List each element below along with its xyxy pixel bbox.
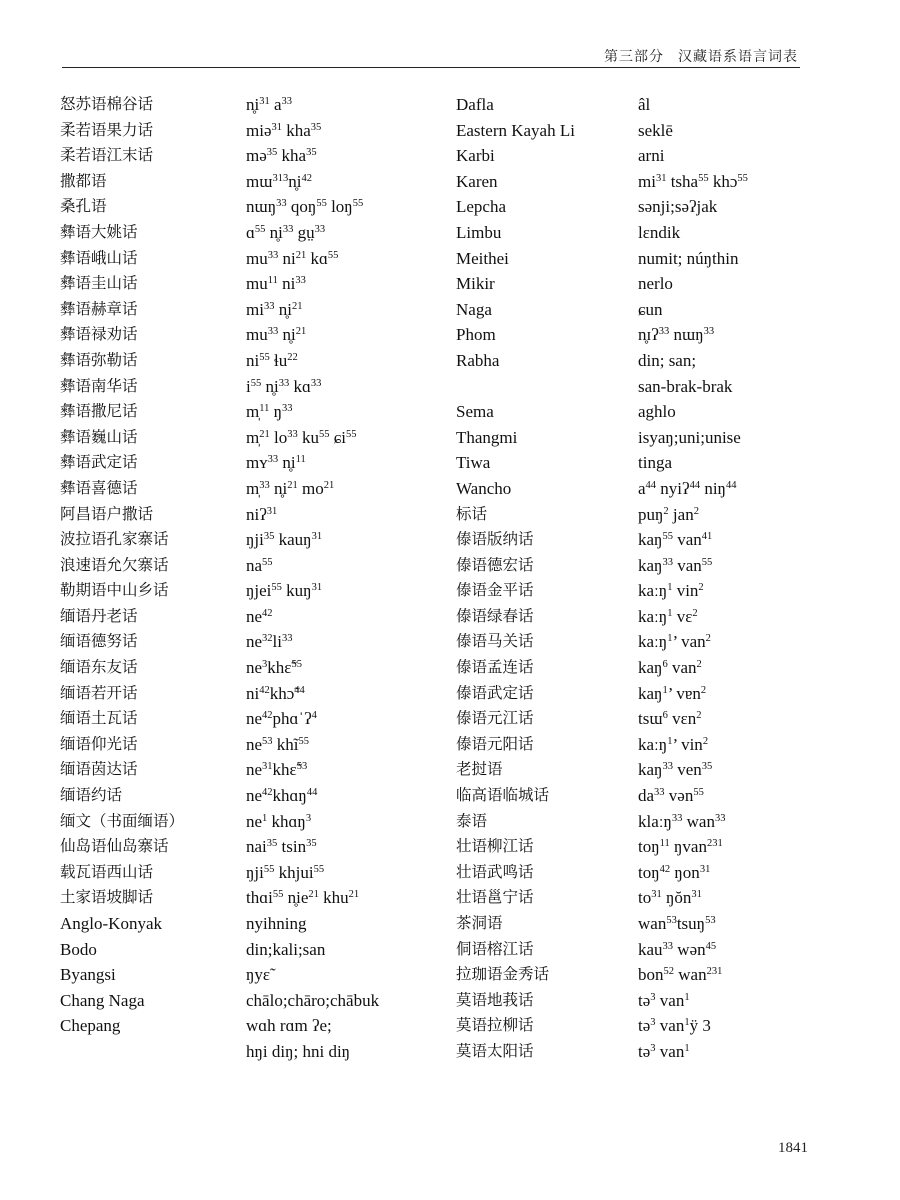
language-name: Rabha: [456, 350, 500, 370]
word-form: arni: [638, 146, 665, 166]
word-form: nerlo: [638, 274, 673, 294]
header-title: 汉藏语系语言词表: [678, 49, 798, 65]
column-2-languages: [456, 92, 575, 1065]
word-form: toŋ$^{42}$ ŋon$^{31}$: [638, 862, 711, 882]
word-form: $mi^{31}$ tsha$^{55}$ khɔ$^{55}$: [638, 171, 748, 191]
word-form: kaŋ$^{55}$ van$^{41}$: [638, 530, 713, 550]
word-form: $ne^{42}$: [246, 606, 273, 626]
word-form: isyaŋ;uni;unise: [638, 427, 741, 447]
column-1-languages: [60, 92, 184, 1065]
language-name: Tiwa: [456, 453, 491, 473]
word-form: din; san;: [638, 350, 697, 370]
word-form: $ni^{55}$ ɬu$^{22}$: [246, 350, 298, 370]
word-form: ɕun: [638, 299, 663, 319]
word-form: toŋ$^{11}$ ŋvan$^{231}$: [638, 837, 723, 857]
language-name: 缅语仰光话: [60, 734, 138, 753]
word-form: wan$^{53}$tsuŋ$^{53}$: [638, 914, 716, 933]
language-name: Karen: [456, 171, 498, 191]
word-form: kaːŋ$^1$ vɛ$^2$: [638, 606, 698, 626]
word-form: miə$^{31}$ kha$^{35}$: [246, 120, 322, 140]
language-name: Karbi: [456, 146, 495, 166]
column-2-forms: [638, 92, 748, 1065]
language-name: 临高语临城话: [456, 786, 550, 805]
language-name: Wancho: [456, 478, 512, 498]
language-name: 柔若语江末话: [60, 146, 154, 165]
language-name: 缅语若开话: [60, 683, 138, 702]
language-name: 傣语金平话: [456, 581, 534, 600]
language-name: 缅语约话: [60, 786, 123, 805]
language-name: 彝语武定话: [60, 453, 138, 472]
language-name: 拉珈语金秀话: [456, 965, 550, 984]
word-form: chālo;chāro;chābuk: [246, 990, 380, 1010]
word-form: $mu^{33}$ $n̥i^{21}$: [246, 325, 307, 345]
word-form: ɑ$^{55}$ $n̥i^{33}$ gṳ$^{33}$: [246, 222, 326, 242]
language-name: 莫语太阳话: [456, 1041, 534, 1060]
language-name: 彝语禄劝话: [60, 325, 138, 344]
word-form: tə$^3$ van$^1$: [638, 1041, 690, 1061]
word-form: kaːŋ$^1$ vin$^2$: [638, 581, 704, 601]
word-form: hŋi diŋ; hni diŋ: [246, 1041, 351, 1061]
language-name: Phom: [456, 325, 496, 345]
language-name: 缅语土瓦话: [60, 709, 138, 728]
language-name: 壮语武鸣话: [456, 862, 534, 881]
word-form: $i^{55}$ $n̥i^{33}$ kɑ$^{33}$: [246, 376, 322, 396]
language-name: 傣语德宏话: [456, 555, 534, 574]
word-form: $mu^{33}$ $ni^{21}$ kɑ$^{55}$: [246, 248, 339, 268]
word-form: nai$^{35}$ tsin$^{35}$: [246, 837, 317, 857]
word-form: m̩$^{21}$ $lo^{33}$ $ku^{55}$ ɕi$^{55}$: [246, 427, 357, 447]
language-name: 怒苏语棉谷话: [60, 95, 154, 113]
language-name: 勒期语中山乡话: [60, 581, 169, 600]
language-name: 载瓦语西山话: [60, 862, 154, 881]
language-name: Chepang: [60, 1016, 121, 1036]
word-form: $ne^{42}phɑˈʔ^4$: [246, 709, 317, 729]
word-form: kaŋ$^1$’ vɐn$^2$: [638, 683, 707, 703]
word-form: $a^{44}$ nyiʔ$^{44}$ niŋ$^{44}$: [638, 478, 737, 498]
language-name: Dafla: [456, 95, 494, 114]
word-form: $ne^{53}$ khĩ$^{55}$: [246, 734, 310, 754]
word-form: tə$^3$ van$^1$: [638, 990, 690, 1010]
word-form: puŋ$^2$ jan$^2$: [638, 504, 699, 524]
language-name: 傣语元阳话: [456, 734, 534, 753]
language-name: 彝语大姚话: [60, 222, 138, 241]
language-name: 缅文（书面缅语）: [60, 811, 185, 830]
word-form: klaːŋ$^{33}$ wan$^{33}$: [638, 811, 726, 831]
word-form: kaːŋ$^1$’ vin$^2$: [638, 734, 709, 754]
language-name: 彝语撒尼话: [60, 402, 138, 421]
language-name: 缅语丹老话: [60, 606, 138, 625]
language-name: 土家语坡脚话: [60, 888, 154, 907]
word-form: $ni^{42}khɔ̃^{44}$: [246, 683, 305, 703]
language-name: 侗语榕江话: [456, 939, 534, 958]
language-name: 彝语弥勒话: [60, 350, 138, 369]
word-form: $ne^{42}khɑŋ^{44}$: [246, 786, 318, 806]
language-name: Sema: [456, 402, 494, 422]
word-form: âl: [638, 95, 651, 114]
language-name: 彝语峨山话: [60, 248, 138, 267]
word-form: tsɯ$^6$ vɛn$^2$: [638, 709, 702, 729]
word-form: bon$^{52}$ wan$^{231}$: [638, 965, 723, 985]
language-name: 仙岛语仙岛寨话: [60, 837, 169, 856]
language-name: 标话: [456, 504, 488, 523]
word-form: mə$^{35}$ kha$^{35}$: [246, 146, 317, 166]
language-name: 缅语东友话: [60, 658, 138, 677]
word-form: kaŋ$^{33}$ ven$^{35}$: [638, 760, 713, 780]
language-name: 壮语邕宁话: [456, 888, 534, 907]
word-form: din;kali;san: [246, 939, 326, 959]
word-form: kaŋ$^{33}$ van$^{55}$: [638, 555, 713, 575]
language-name: Byangsi: [60, 965, 116, 985]
header-part: 第三部分: [604, 49, 664, 65]
word-form: m̩$^{11}$ $ŋ^{33}$: [246, 402, 293, 422]
language-name: 柔若语果力话: [60, 120, 154, 139]
language-name: 老挝语: [456, 760, 503, 779]
word-form: seklē: [638, 120, 673, 140]
word-form: aghlo: [638, 402, 676, 422]
language-name: Mikir: [456, 274, 495, 294]
language-name: 缅语德努话: [60, 632, 138, 651]
word-form: niʔ$^{31}$: [246, 504, 278, 524]
language-name: 彝语巍山话: [60, 427, 138, 446]
language-name: 傣语元江话: [456, 709, 534, 728]
language-name: Limbu: [456, 222, 502, 242]
word-form: $mu^{11}$ $ni^{33}$: [246, 274, 306, 294]
language-name: Naga: [456, 299, 492, 319]
language-name: [60, 1039, 184, 1065]
page-number: 1841: [778, 1140, 808, 1156]
running-header: [604, 46, 798, 66]
word-form: ŋji$^{55}$ khjui$^{55}$: [246, 862, 325, 882]
word-form: ŋji$^{35}$ kauŋ$^{31}$: [246, 530, 323, 550]
word-form: $to^{31}$ ŋŏn$^{31}$: [638, 888, 702, 908]
language-name: Lepcha: [456, 197, 507, 217]
language-name: 彝语圭山话: [60, 274, 138, 293]
word-form: kaŋ$^6$ van$^2$: [638, 658, 702, 678]
word-form: sənji;səʔjak: [638, 197, 718, 217]
language-name: 壮语柳江话: [456, 837, 534, 856]
word-form: $mi^{33}$ $n̥i^{21}$: [246, 299, 303, 319]
column-1-forms: [246, 92, 379, 1065]
language-name: 泰语: [456, 811, 488, 830]
word-form: nɯŋ$^{33}$ qoŋ$^{55}$ loŋ$^{55}$: [246, 197, 364, 217]
word-form: kau$^{33}$ wən$^{45}$: [638, 939, 717, 959]
language-name: 茶洞语: [456, 914, 503, 932]
language-name: [456, 374, 575, 400]
language-name: Thangmi: [456, 427, 518, 447]
language-name: 缅语茵达话: [60, 760, 138, 779]
word-form: $mɯ^{313}n̥i^{42}$: [246, 171, 312, 191]
word-form: numit; núŋthin: [638, 248, 739, 268]
language-name: 傣语版纳话: [456, 530, 534, 549]
language-name: 彝语赫章话: [60, 299, 138, 318]
word-form: $ne^1$ khɑŋ$^3$: [246, 811, 312, 831]
language-name: 傣语马关话: [456, 632, 534, 651]
word-form: m̩$^{33}$ $n̥i^{21}$ $mo^{21}$: [246, 478, 335, 498]
word-form: tinga: [638, 453, 672, 473]
word-form: $ne^3khɛ̃^{55}$: [246, 658, 302, 678]
language-name: 彝语南华话: [60, 376, 138, 395]
language-name: Chang Naga: [60, 990, 145, 1010]
word-form: $ne^{32}li^{33}$: [246, 632, 293, 652]
language-name: Meithei: [456, 248, 509, 268]
word-form: san-brak-brak: [638, 376, 733, 396]
word-form: $na^{55}$: [246, 555, 273, 575]
word-form: kaːŋ$^1$’ van$^2$: [638, 632, 711, 652]
header-rule: [62, 67, 800, 68]
word-form: lɛndik: [638, 222, 681, 242]
word-form: $da^{33}$ vən$^{55}$: [638, 786, 704, 806]
language-name: 莫语拉柳话: [456, 1016, 534, 1035]
language-name: 桑孔语: [60, 197, 107, 216]
language-name: 傣语孟连话: [456, 658, 534, 677]
language-name: 浪速语允欠寨话: [60, 555, 169, 574]
word-form: mʏ$^{33}$ $n̥i^{11}$: [246, 453, 306, 473]
language-name: Bodo: [60, 939, 97, 959]
language-name: 傣语武定话: [456, 683, 534, 702]
language-name: 波拉语孔家寨话: [60, 530, 169, 549]
language-name: 撒都语: [60, 171, 107, 190]
language-name: Eastern Kayah Li: [456, 120, 575, 140]
word-form: wɑh rɑm ʔe;: [246, 1016, 332, 1036]
word-form: ŋjei$^{55}$ kuŋ$^{31}$: [246, 581, 323, 601]
word-form: thɑi$^{55}$ $n̥ie^{21}$ khu$^{21}$: [246, 888, 360, 908]
word-form: $ne^{31}khɛ̃^{53}$: [246, 760, 308, 780]
word-form: nyihning: [246, 914, 307, 933]
language-name: Anglo-Konyak: [60, 914, 162, 933]
word-form: n̥ɪʔ$^{33}$ nɯŋ$^{33}$: [638, 325, 715, 345]
language-name: 莫语地莪话: [456, 990, 534, 1009]
language-name: 傣语绿春话: [456, 606, 534, 625]
word-form: tə$^3$ van$^1$ÿ 3: [638, 1016, 711, 1036]
word-form: $n̥i^{31}$ $a^{33}$: [246, 95, 293, 114]
language-name: 阿昌语户撒话: [60, 504, 154, 523]
language-name: 彝语喜德话: [60, 478, 138, 497]
word-form: ŋyɛ̃: [246, 965, 271, 985]
